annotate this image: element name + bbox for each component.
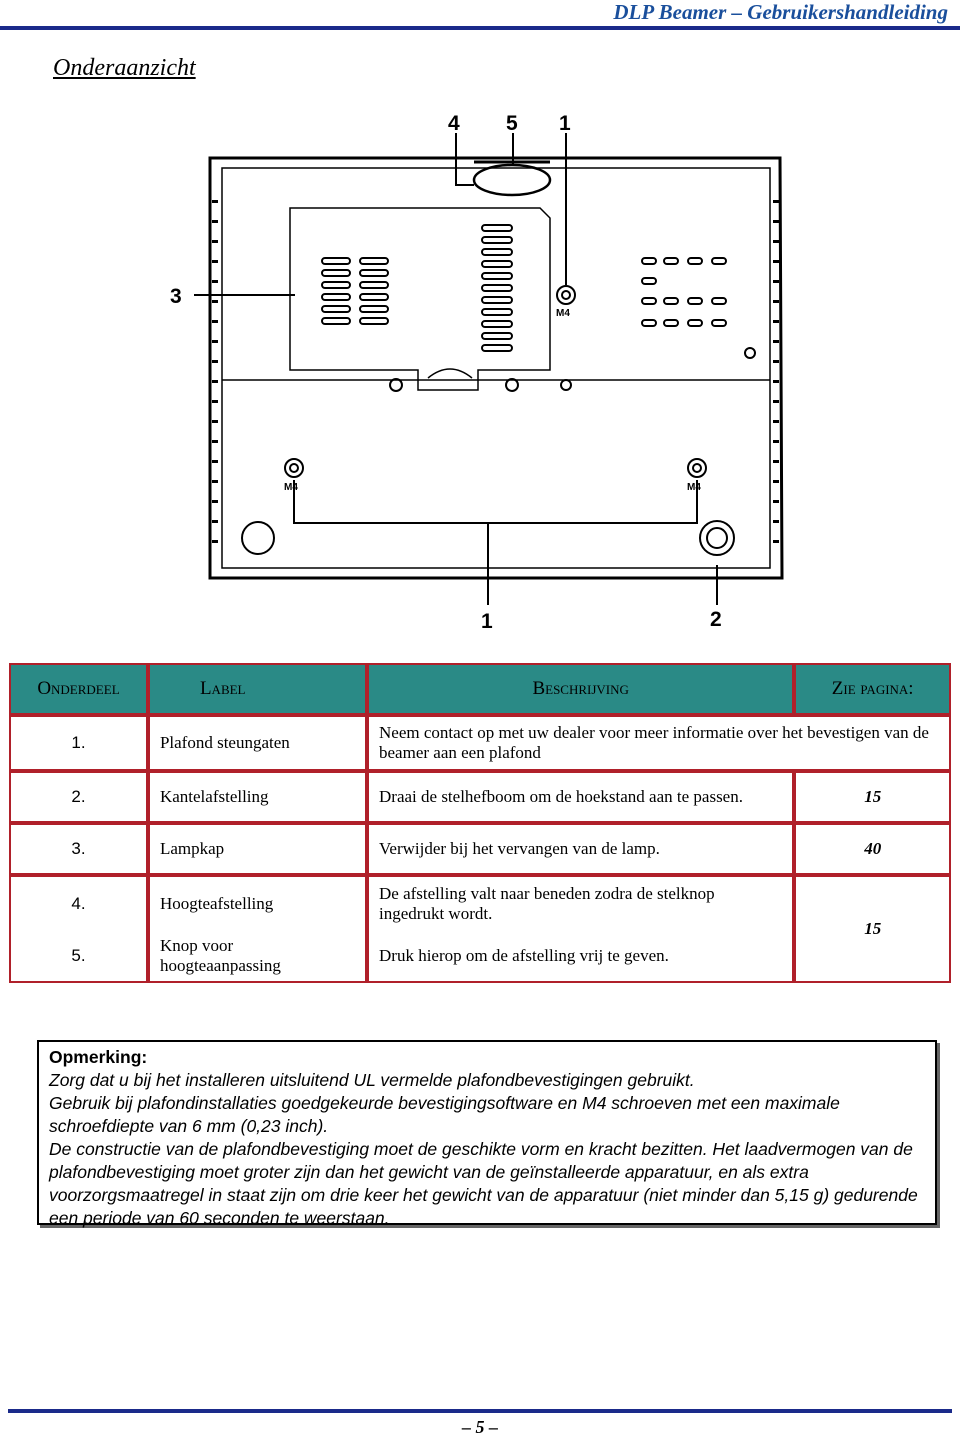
table-row	[9, 715, 951, 771]
callout-1-top: 1	[559, 112, 571, 135]
header-rule	[0, 26, 960, 30]
table-row	[9, 823, 951, 875]
page-number: – 5 –	[462, 1417, 498, 1437]
row-description: De afstelling valt naar beneden zodra de stelknop ingedrukt wordt.	[367, 875, 794, 931]
row-page: 15	[794, 771, 951, 823]
row-description: Draai de stelhefboom om de hoekstand aan te passen.	[367, 771, 794, 823]
note-heading: Opmerking:	[49, 1047, 148, 1067]
screw-labels	[284, 308, 701, 493]
table-row	[9, 771, 951, 823]
col-header-page: Zie pagina:	[794, 663, 951, 715]
row-page: 15	[794, 875, 951, 983]
parts-table	[9, 663, 951, 983]
col-header-part: Onderdeel	[9, 663, 148, 715]
callout-2: 2	[710, 608, 722, 631]
row-page: 40	[794, 823, 951, 875]
callout-4: 4	[448, 112, 460, 135]
note-line: Zorg dat u bij het installeren uitsluitend UL vermelde plafondbevestigingen gebruikt.	[49, 1070, 695, 1090]
row-number: 2.	[9, 771, 148, 823]
projector-bottom-diagram	[0, 100, 960, 635]
table-header-row	[9, 663, 951, 715]
section-title: Onderaanzicht	[53, 55, 196, 81]
screw-label: M4	[556, 308, 570, 319]
row-number: 5.	[9, 931, 148, 983]
row-label: Hoogteafstelling	[148, 875, 367, 931]
row-description: Verwijder bij het vervangen van de lamp.	[367, 823, 794, 875]
col-header-label: Label	[148, 663, 367, 715]
row-number: 1.	[9, 715, 148, 771]
row-description: Druk hierop om de afstelling vrij te geven.	[367, 931, 794, 983]
screw-label: M4	[284, 482, 298, 493]
header-title: DLP Beamer – Gebruikershandleiding	[613, 0, 948, 24]
note-line: Gebruik bij plafondinstallaties goedgekeurde bevestigingsoftware en M4 schroeven met een maximale schroefdiepte van 6 mm (0,23 inch).	[49, 1093, 840, 1136]
footer-rule	[8, 1409, 952, 1413]
note-box	[37, 1040, 937, 1228]
callout-1-bottom: 1	[481, 610, 493, 633]
note-line: De constructie van de plafondbevestiging moet de geschikte vorm en kracht bezitten. Het laadvermogen van de plafondbevestiging moet groter zijn dan het gewicht van de geïnstalleerde apparatuur, en als extra voorzorgsmaatregel in staat zijn om drie keer het gewicht van de apparatuur (niet minder dan 5,15 g) gedurende een periode van 60 seconden te weerstaan.	[49, 1139, 918, 1228]
callout-3: 3	[170, 285, 182, 308]
callout-5: 5	[506, 112, 518, 135]
col-header-description: Beschrijving	[367, 663, 794, 715]
row-label: Lampkap	[148, 823, 367, 875]
row-label: Knop voor hoogteaanpassing	[148, 931, 367, 983]
row-label: Plafond steungaten	[148, 715, 367, 771]
row-description: Neem contact op met uw dealer voor meer informatie over het bevestigen van de beamer aan een plafond	[367, 715, 951, 771]
row-number: 3.	[9, 823, 148, 875]
screw-label: M4	[687, 482, 701, 493]
row-label: Kantelafstelling	[148, 771, 367, 823]
row-number: 4.	[9, 875, 148, 931]
table-row	[9, 875, 951, 931]
